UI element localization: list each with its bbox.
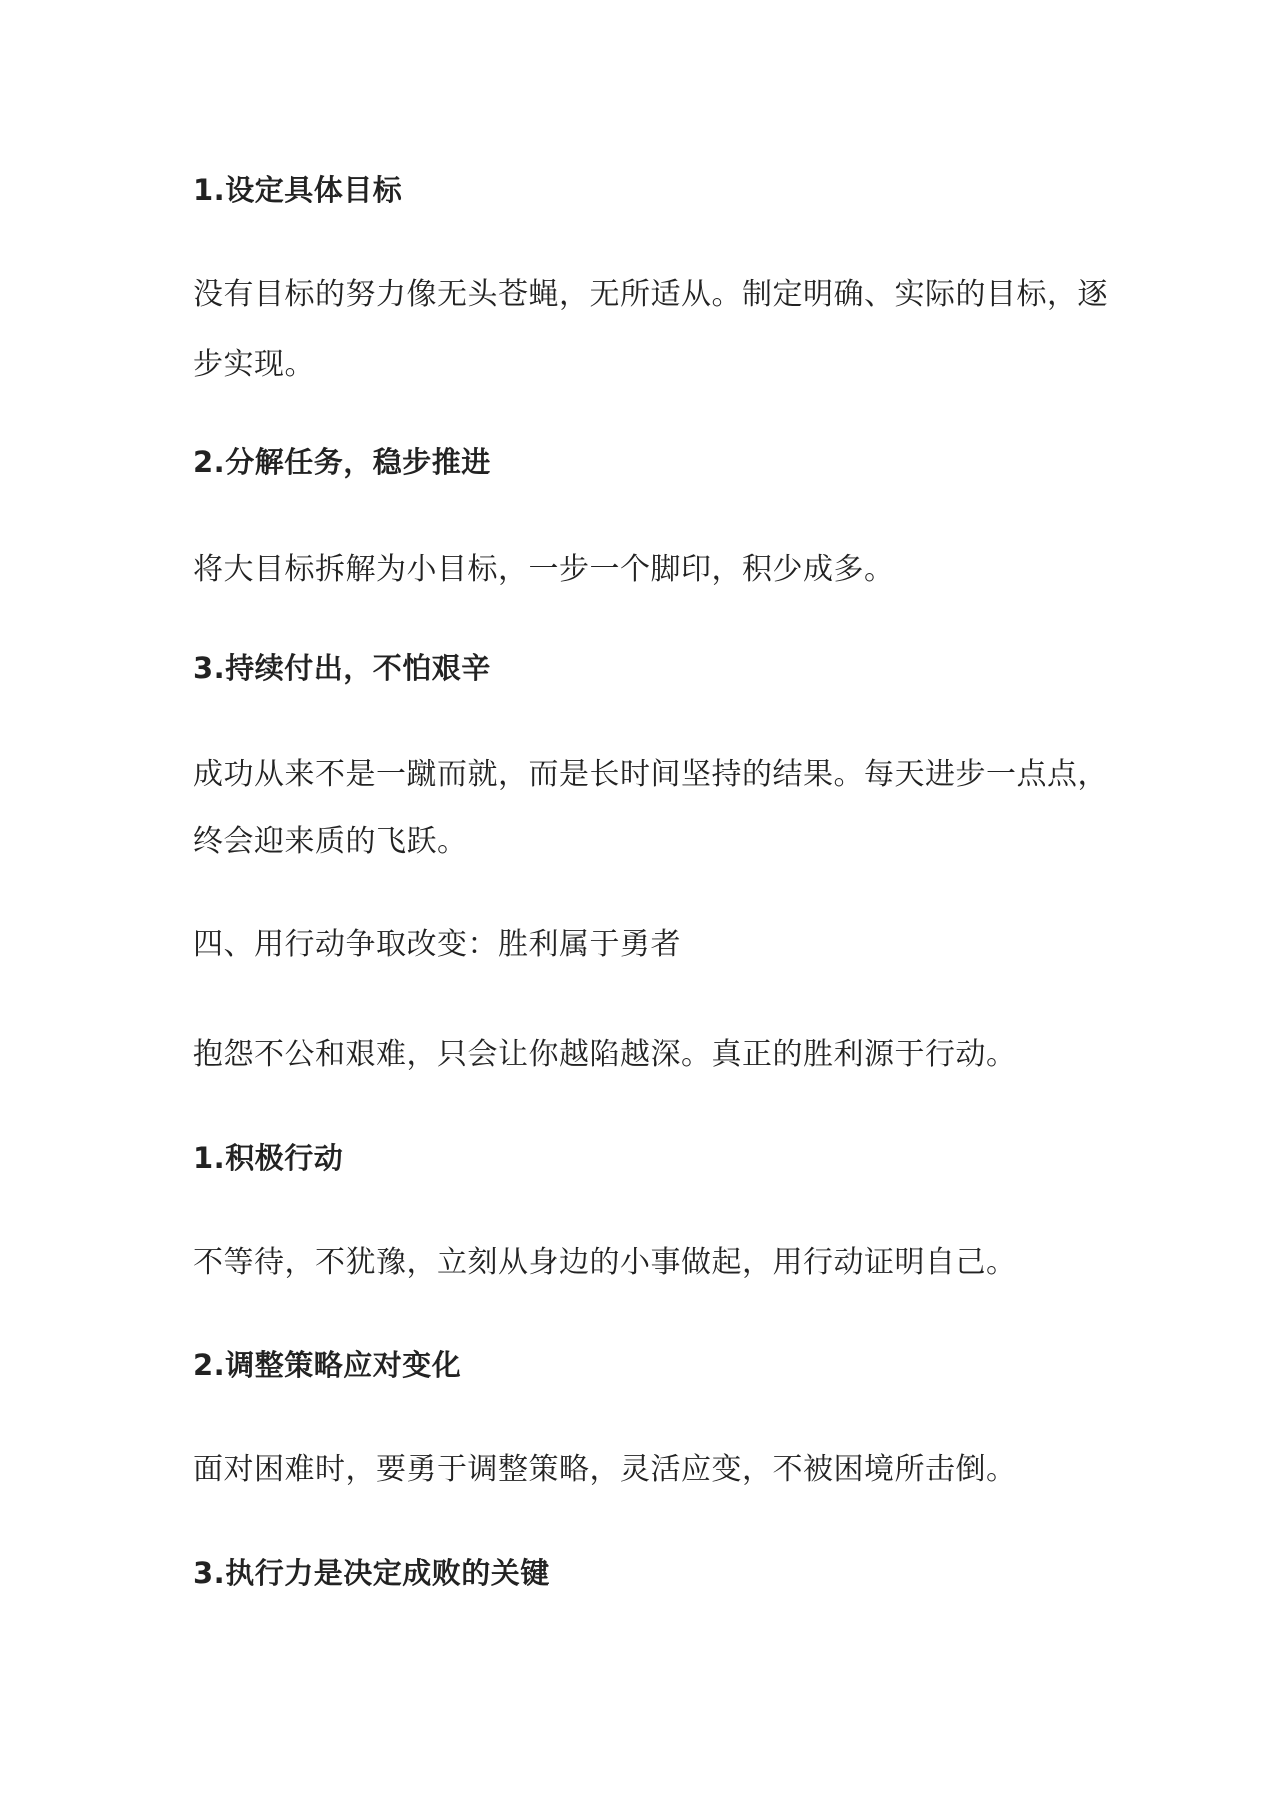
paragraph-break-down-tasks: 将大目标拆解为小目标，一步一个脚印，积少成多。 (193, 552, 895, 587)
heading-act-actively: 1.积极行动 (193, 1141, 344, 1175)
paragraph-set-goals-line-2: 步实现。 (193, 347, 315, 382)
paragraph-keep-going-line-2: 终会迎来质的飞跃。 (193, 824, 468, 859)
paragraph-adjust-strategy: 面对困难时，要勇于调整策略，灵活应变，不被困境所击倒。 (193, 1452, 1017, 1487)
heading-keep-going: 3.持续付出，不怕艰辛 (193, 651, 491, 685)
heading-break-down-tasks: 2.分解任务，稳步推进 (193, 445, 491, 479)
paragraph-keep-going-line-1: 成功从来不是一蹴而就，而是长时间坚持的结果。每天进步一点点， (193, 757, 1108, 792)
section-title-action: 四、用行动争取改变：胜利属于勇者 (193, 927, 681, 962)
paragraph-act-actively: 不等待，不犹豫，立刻从身边的小事做起，用行动证明自己。 (193, 1245, 1017, 1280)
heading-execution-key: 3.执行力是决定成败的关键 (193, 1556, 550, 1590)
heading-set-goals: 1.设定具体目标 (193, 173, 403, 207)
paragraph-set-goals-line-1: 没有目标的努力像无头苍蝇，无所适从。制定明确、实际的目标，逐 (193, 277, 1108, 312)
heading-adjust-strategy: 2.调整策略应对变化 (193, 1348, 462, 1382)
paragraph-action-intro: 抱怨不公和艰难，只会让你越陷越深。真正的胜利源于行动。 (193, 1037, 1017, 1072)
